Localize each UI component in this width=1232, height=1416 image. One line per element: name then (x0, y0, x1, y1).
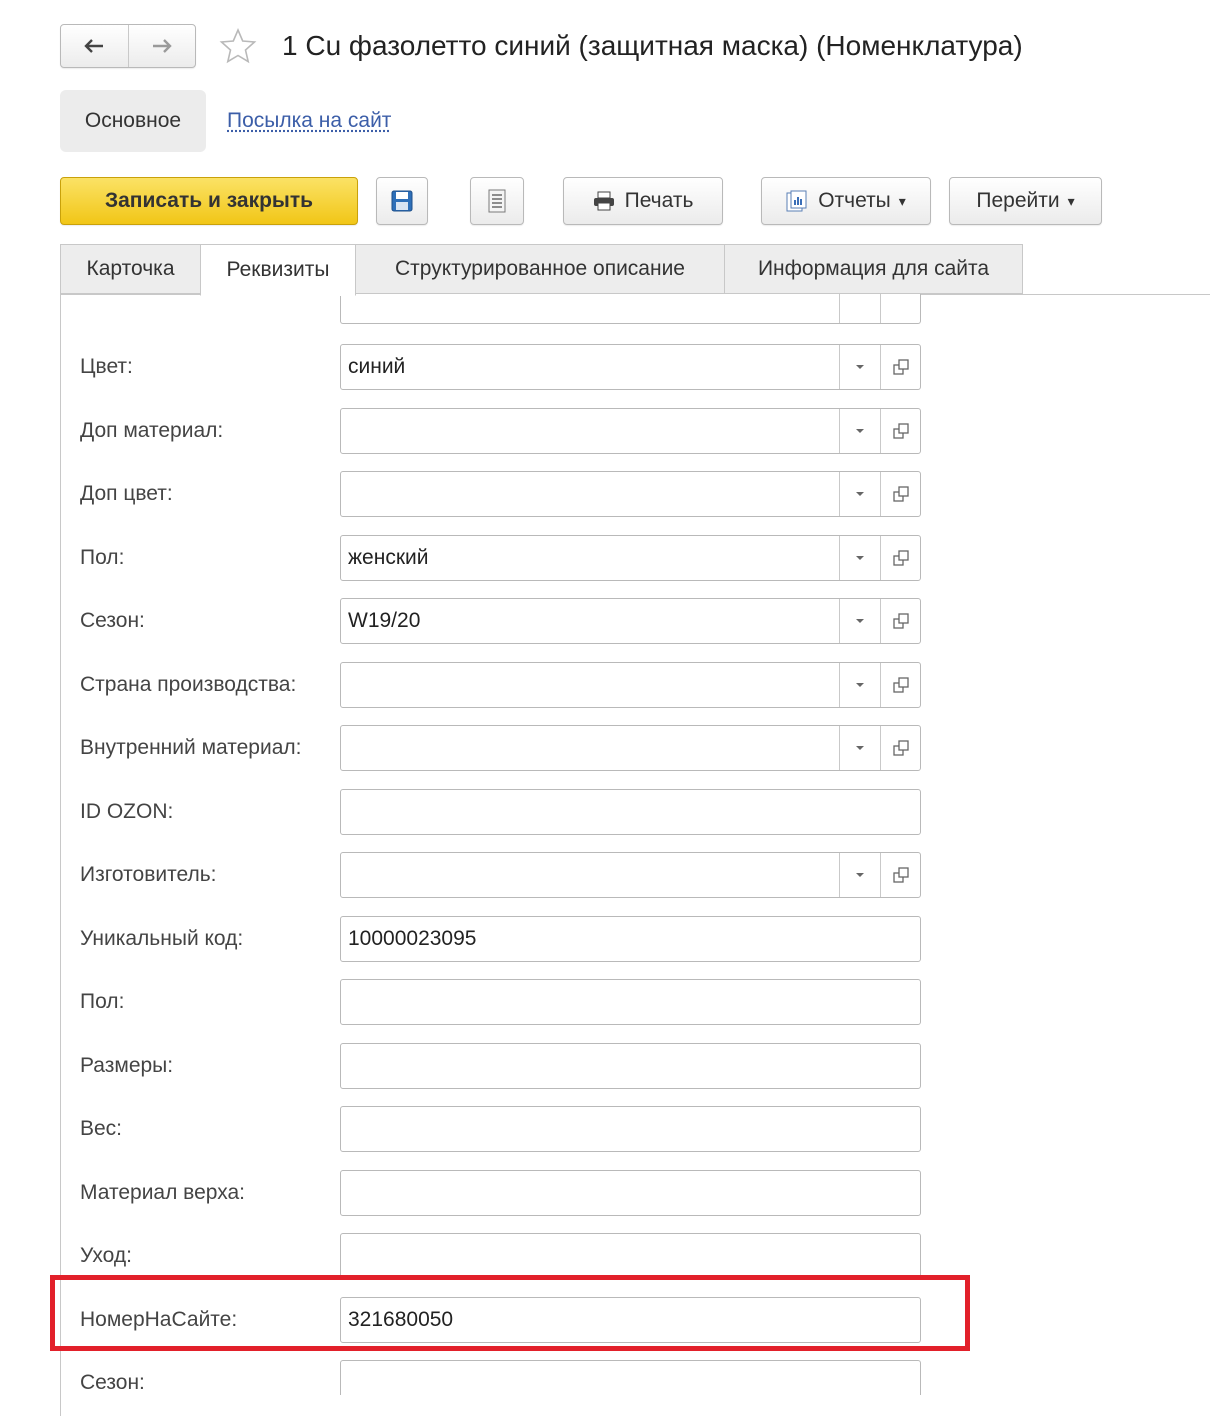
chevron-down-icon: ▾ (1067, 192, 1075, 209)
field-label: Пол: (80, 990, 125, 1013)
field-label: Сезон: (80, 609, 145, 632)
text-field[interactable] (340, 1043, 921, 1089)
field-label: Размеры: (80, 1054, 174, 1077)
text-field[interactable] (340, 1106, 921, 1152)
open-window-icon (892, 549, 910, 567)
select-field[interactable] (340, 408, 921, 454)
select-field[interactable] (340, 471, 921, 517)
dropdown-button[interactable] (839, 663, 880, 707)
open-button[interactable] (880, 853, 920, 897)
open-window-icon (892, 676, 910, 694)
star-icon[interactable] (218, 26, 258, 66)
chevron-down-icon (855, 682, 865, 688)
field-label: Изготовитель: (80, 863, 217, 886)
chevron-down-icon (855, 745, 865, 751)
text-field[interactable] (340, 1170, 921, 1216)
open-button[interactable] (880, 536, 920, 580)
goto-button[interactable] (949, 177, 1102, 225)
chevron-down-icon (855, 428, 865, 434)
field-label: Уход: (80, 1244, 132, 1267)
open-window-icon (892, 485, 910, 503)
open-window-icon (892, 739, 910, 757)
chevron-down-icon (855, 618, 865, 624)
section-site-parcel-link[interactable]: Посылка на сайт (227, 109, 392, 132)
tab-card[interactable]: Карточка (60, 244, 201, 294)
arrow-right-icon (151, 38, 173, 54)
field-label: Пол: (80, 546, 125, 569)
print-button[interactable] (563, 177, 723, 225)
dropdown-button[interactable] (839, 472, 880, 516)
chevron-down-icon: ▾ (898, 192, 906, 209)
open-button[interactable] (880, 663, 920, 707)
select-field[interactable] (340, 535, 921, 581)
open-button[interactable] (880, 472, 920, 516)
field-label: Доп материал: (80, 419, 224, 442)
field-label: Внутренний материал: (80, 736, 302, 759)
save-button[interactable] (376, 177, 428, 225)
section-main[interactable]: Основное (60, 90, 206, 152)
floppy-disk-icon (391, 190, 413, 212)
back-button[interactable] (61, 25, 128, 67)
field-label: Сезон: (80, 1371, 145, 1394)
dropdown-button[interactable] (839, 853, 880, 897)
open-button[interactable] (880, 409, 920, 453)
open-window-icon (892, 358, 910, 376)
chevron-down-icon (855, 364, 865, 370)
reports-label: Отчеты (818, 189, 891, 212)
chevron-down-icon (855, 491, 865, 497)
arrow-left-icon (83, 38, 105, 54)
select-field[interactable] (340, 725, 921, 771)
document-list-icon (488, 189, 506, 213)
scrolled-field-top[interactable] (340, 294, 921, 324)
select-field[interactable] (340, 344, 921, 390)
open-window-icon (892, 612, 910, 630)
field-value: W19/20 (348, 609, 421, 632)
field-label: НомерНаСайте: (80, 1308, 238, 1331)
dropdown-button[interactable] (839, 599, 880, 643)
open-button[interactable] (880, 726, 920, 770)
select-field[interactable] (340, 598, 921, 644)
report-icon (786, 190, 808, 212)
highlight-frame (50, 1275, 970, 1351)
dropdown-button[interactable] (839, 726, 880, 770)
forward-button[interactable] (128, 25, 196, 67)
reports-button[interactable] (761, 177, 931, 225)
text-field[interactable] (340, 916, 921, 962)
field-value: 10000023095 (348, 927, 477, 950)
field-label: Цвет: (80, 355, 133, 378)
field-value: синий (348, 355, 406, 378)
open-button[interactable] (880, 345, 920, 389)
dropdown-button[interactable] (839, 409, 880, 453)
form-left-border (60, 294, 61, 1416)
tab-requisites[interactable]: Реквизиты (200, 244, 356, 296)
field-label: Страна производства: (80, 673, 297, 696)
field-label: Материал верха: (80, 1181, 246, 1204)
tab-site-info[interactable]: Информация для сайта (724, 244, 1023, 294)
field-value: женский (348, 546, 429, 569)
text-field[interactable] (340, 979, 921, 1025)
text-field[interactable] (340, 789, 921, 835)
save-and-close-button[interactable]: Записать и закрыть (60, 177, 358, 225)
field-label: Уникальный код: (80, 927, 244, 950)
open-window-icon (892, 866, 910, 884)
select-field[interactable] (340, 852, 921, 898)
field-label: Доп цвет: (80, 482, 173, 505)
select-field[interactable] (340, 662, 921, 708)
dropdown-button[interactable] (839, 345, 880, 389)
history-nav (60, 24, 196, 68)
field-label: Вес: (80, 1117, 123, 1140)
text-field[interactable] (340, 1360, 921, 1395)
document-list-button[interactable] (470, 177, 524, 225)
field-value: 321680050 (348, 1308, 454, 1331)
chevron-down-icon (855, 555, 865, 561)
open-button[interactable] (880, 599, 920, 643)
field-label: ID OZON: (80, 800, 174, 823)
print-label: Печать (624, 189, 694, 212)
goto-label: Перейти (976, 189, 1060, 212)
tab-structured-description[interactable]: Структурированное описание (355, 244, 725, 294)
chevron-down-icon (855, 872, 865, 878)
window-title: 1 Cu фазолетто синий (защитная маска) (Номенклатура) (282, 30, 1023, 61)
dropdown-button[interactable] (839, 536, 880, 580)
text-field[interactable] (340, 1233, 921, 1279)
open-window-icon (892, 422, 910, 440)
printer-icon (593, 191, 615, 211)
